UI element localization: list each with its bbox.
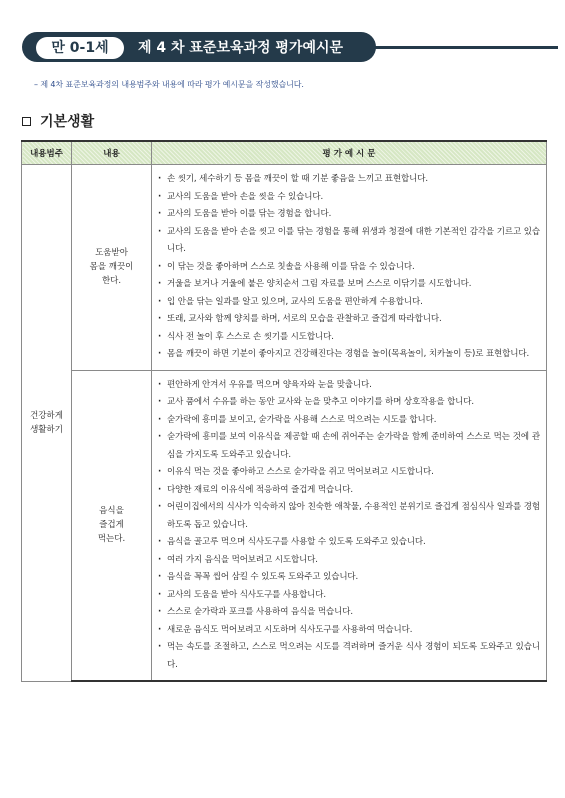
examples-list <box>158 377 540 675</box>
list-item: · 교사의 도움을 받아 손을 씻고 이를 닦는 경험을 통해 위생과 청결에 대한 기본적인 감각을 기르고 있습니다. <box>158 224 540 259</box>
page-title: 제 4 차 표준보육과정 평가예시문 <box>138 40 344 56</box>
table-header-row <box>22 141 547 165</box>
section-heading <box>22 111 94 131</box>
list-item: · 거울을 보거나 거울에 붙은 양치순서 그림 자료를 보며 스스로 이닦기를 시도합니다. <box>158 276 540 294</box>
square-bullet-icon <box>22 117 31 126</box>
banner-pill <box>22 32 376 62</box>
header-banner <box>18 30 558 64</box>
banner-divider <box>372 46 558 49</box>
list-item: · 교사의 도움을 받아 손을 씻을 수 있습니다. <box>158 189 540 207</box>
list-item: · 음식을 골고루 먹으며 식사도구를 사용할 수 있도록 도와주고 있습니다. <box>158 534 540 552</box>
list-item: · 먹는 속도를 조절하고, 스스로 먹으려는 시도를 격려하며 즐거운 식사 경험이 되도록 도와주고 있습니다. <box>158 639 540 674</box>
list-item: · 교사 품에서 수유를 하는 동안 교사와 눈을 맞추고 이야기를 하며 상호작용을 합니다. <box>158 394 540 412</box>
examples-cell <box>152 370 547 681</box>
list-item: · 음식을 꼭꼭 씹어 삼킬 수 있도록 도와주고 있습니다. <box>158 569 540 587</box>
category-cell <box>22 165 72 682</box>
age-badge: 만 0-1세 <box>36 37 124 59</box>
list-item: · 여러 가지 음식을 먹어보려고 시도합니다. <box>158 552 540 570</box>
list-item: · 손 씻기, 세수하기 등 몸을 깨끗이 할 때 기분 좋음을 느끼고 표현합니다. <box>158 171 540 189</box>
content-cell <box>72 370 152 681</box>
list-item: · 새로운 음식도 먹어보려고 시도하며 식사도구를 사용하여 먹습니다. <box>158 622 540 640</box>
list-item: · 식사 전 놀이 후 스스로 손 씻기를 시도합니다. <box>158 329 540 347</box>
list-item: · 편안하게 안겨서 우유를 먹으며 양육자와 눈을 맞춥니다. <box>158 377 540 395</box>
list-item: · 숟가락에 흥미를 보이고, 숟가락을 사용해 스스로 먹으려는 시도를 합니다. <box>158 412 540 430</box>
header-content: 내용 <box>72 141 152 165</box>
table-row <box>22 165 547 371</box>
content-label: 음식을 즐겁게 먹는다. <box>97 506 126 545</box>
content-label: 도움받아 몸을 깨끗이 한다. <box>89 248 134 287</box>
list-item: · 또래, 교사와 함께 양치를 하며, 서로의 모습을 관찰하고 즐겁게 따라합니다. <box>158 311 540 329</box>
examples-cell <box>152 165 547 371</box>
examples-list <box>158 171 540 364</box>
list-item: · 숟가락에 흥미를 보여 이유식을 제공할 때 손에 쥐어주는 숟가락을 함께 준비하여 스스로 먹는 것에 관심을 가지도록 도와주고 있습니다. <box>158 429 540 464</box>
category-label: 건강하게 생활하기 <box>30 410 63 435</box>
header-category: 내용범주 <box>22 141 72 165</box>
section-title: 기본생활 <box>40 114 95 130</box>
list-item: · 다양한 재료의 이유식에 적응하여 즐겁게 먹습니다. <box>158 482 540 500</box>
list-item: · 교사의 도움을 받아 식사도구를 사용합니다. <box>158 587 540 605</box>
list-item: · 교사의 도움을 받아 이를 닦는 경험을 합니다. <box>158 206 540 224</box>
header-examples: 평 가 예 시 문 <box>152 141 547 165</box>
evaluation-table <box>21 140 547 682</box>
table-row <box>22 370 547 681</box>
list-item: · 입 안을 닦는 일과를 알고 있으며, 교사의 도움을 편안하게 수용합니다. <box>158 294 540 312</box>
list-item: · 이 닦는 것을 좋아하며 스스로 칫솔을 사용해 이를 닦을 수 있습니다. <box>158 259 540 277</box>
list-item: · 몸을 깨끗이 하면 기분이 좋아지고 건강해진다는 경험을 놀이(목욕놀이, 치카놀이 등)로 표현합니다. <box>158 346 540 364</box>
list-item: · 어린이집에서의 식사가 익숙하지 않아 친숙한 애착물, 수용적인 분위기로 즐겁게 점심식사 일과를 경험하도록 돕고 있습니다. <box>158 499 540 534</box>
content-cell <box>72 165 152 371</box>
list-item: · 스스로 숟가락과 포크를 사용하여 음식을 먹습니다. <box>158 604 540 622</box>
list-item: · 이유식 먹는 것을 좋아하고 스스로 숟가락을 쥐고 먹어보려고 시도합니다. <box>158 464 540 482</box>
subnote: – 제 4차 표준보육과정의 내용범주와 내용에 따라 평가 예시문을 작성했습니다. <box>34 80 304 89</box>
